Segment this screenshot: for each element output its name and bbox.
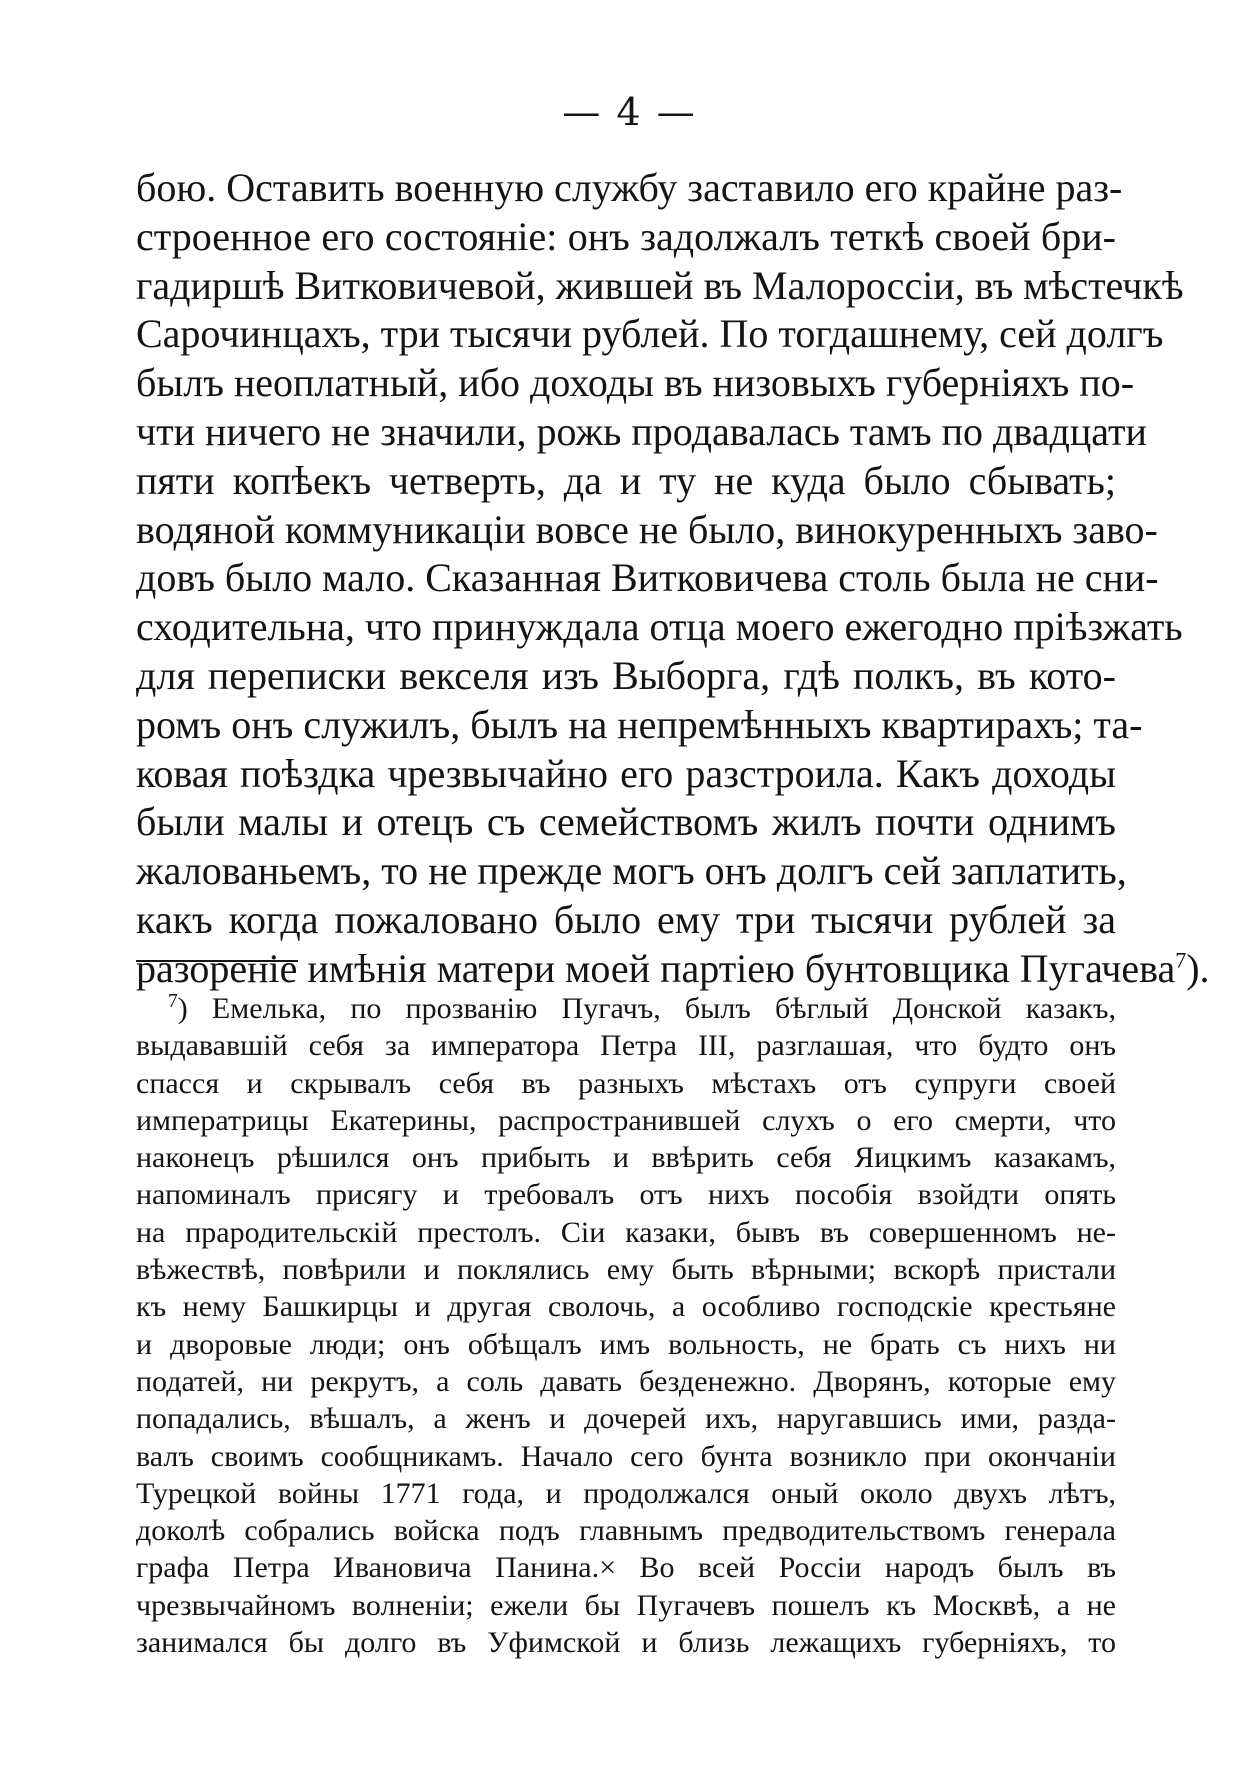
text-line: водяной коммуникацiи вовсе не было, винокуренныхъ заво- [136,506,1158,552]
text-line: строенное его состоянiе: онъ задолжалъ теткѣ своей бри- [136,213,1116,259]
footnote-line: Турецкой войны 1771 года, и продолжался оный около двухъ лѣтъ, [136,1476,1116,1510]
footnote-reference[interactable]: 7 [1175,947,1187,973]
footnote-line: графа Петра Ивановича Панина.× Во всей Россiи народъ былъ въ [136,1551,1116,1585]
footnote-first-text: ) Емелька, по прозванiю Пугачъ, былъ бѣглый Донской казакъ, [177,992,1116,1025]
text-line: сходительна, что принуждала отца моего ежегодно прiѣзжать [136,604,1183,650]
text-line: былъ неоплатный, ибо доходы въ низовыхъ губернiяхъ по- [136,360,1135,406]
text-line: жалованьемъ, то не прежде могъ онъ долгъ сей заплатить, [136,848,1127,894]
footnote-line: попадались, вѣшалъ, а женъ и дочерей ихъ, наругавшись ими, разда- [136,1402,1116,1436]
footnote-line: занимался бы долго въ Уфимской и близь лежащихъ губернiяхъ, то [136,1626,1116,1660]
footnote-line: и дворовые люди; онъ обѣщалъ имъ вольность, не брать съ нихъ ни [136,1327,1116,1361]
text-line: чти ничего не значили, рожь продавалась тамъ по двадцати [136,408,1147,454]
text-line: для переписки векселя изъ Выборга, гдѣ полкъ, въ кото- [136,652,1116,698]
footnote-line: спасся и скрывалъ себя въ разныхъ мѣстахъ отъ супруги своей [136,1066,1116,1100]
footnote-line-first [136,990,1116,1027]
main-text-block [136,164,1210,994]
text-line: ковая поѣздка чрезвычайно его разстроила. Какъ доходы [136,750,1116,796]
text-line: ромъ онъ служилъ, былъ на непремѣнныхъ квартирахъ; та- [136,701,1143,747]
footnote-line: валъ своимъ сообщникамъ. Начало сего бунта возникло при окончанiи [136,1439,1116,1473]
text-line-last [136,945,1210,994]
text-line: какъ когда пожаловано было ему три тысячи рублей за [136,896,1116,942]
footnote-line: вѣжествѣ, повѣрили и поклялись ему быть вѣрными; вскорѣ пристали [136,1253,1116,1287]
footnote-line: доколѣ собрались войска подъ главнымъ предводительствомъ генерала [136,1514,1116,1548]
footnote-line: къ нему Башкирцы и другая сволочь, а особливо господскiе крестьяне [136,1290,1116,1324]
text-line: гадиршѣ Витковичевой, жившей въ Малороссiи, въ мѣстечкѣ [136,262,1184,308]
footnote-line: напоминалъ присягу и требовалъ отъ нихъ пособiя взойдти опять [136,1178,1116,1212]
footnote-line: чрезвычайномъ волненiи; ежели бы Пугачевъ пошелъ къ Москвѣ, а не [136,1588,1116,1622]
footnote-line: податей, ни рекрутъ, а соль давать безденежно. Дворянъ, которые ему [136,1364,1116,1398]
text-line: Сарочинцахъ, три тысячи рублей. По тогдашнему, сей долгъ [136,311,1164,357]
footnote-block [136,990,1116,1661]
last-line-close: ). [1186,945,1210,991]
footnote-divider [136,960,298,962]
text-line: пяти копѣекъ четверть, да и ту не куда было сбывать; [136,457,1116,503]
page-number: — 4 — [562,90,697,134]
text-line: бою. Оставить военную службу заставило его крайне раз- [136,165,1123,210]
footnote-line: на прародительскiй престолъ. Сiи казаки, бывъ въ совершенномъ не- [136,1215,1116,1249]
footnote-marker: 7 [168,991,178,1012]
last-line-text: разоренiе имѣнiя матери моей партiею бунтовщика Пугачева [136,945,1176,991]
text-line: были малы и отецъ съ семействомъ жилъ почти однимъ [136,799,1116,845]
footnote-line: императрицы Екатерины, распространившей слухъ о его смерти, что [136,1103,1116,1137]
text-line: довъ было мало. Сказанная Витковичева столь была не сни- [136,555,1159,601]
footnote-line: выдававшiй себя за императора Петра III, разглашая, что будто онъ [136,1029,1116,1063]
footnote-line: наконецъ рѣшился онъ прибыть и ввѣрить себя Яицкимъ казакамъ, [136,1141,1116,1175]
